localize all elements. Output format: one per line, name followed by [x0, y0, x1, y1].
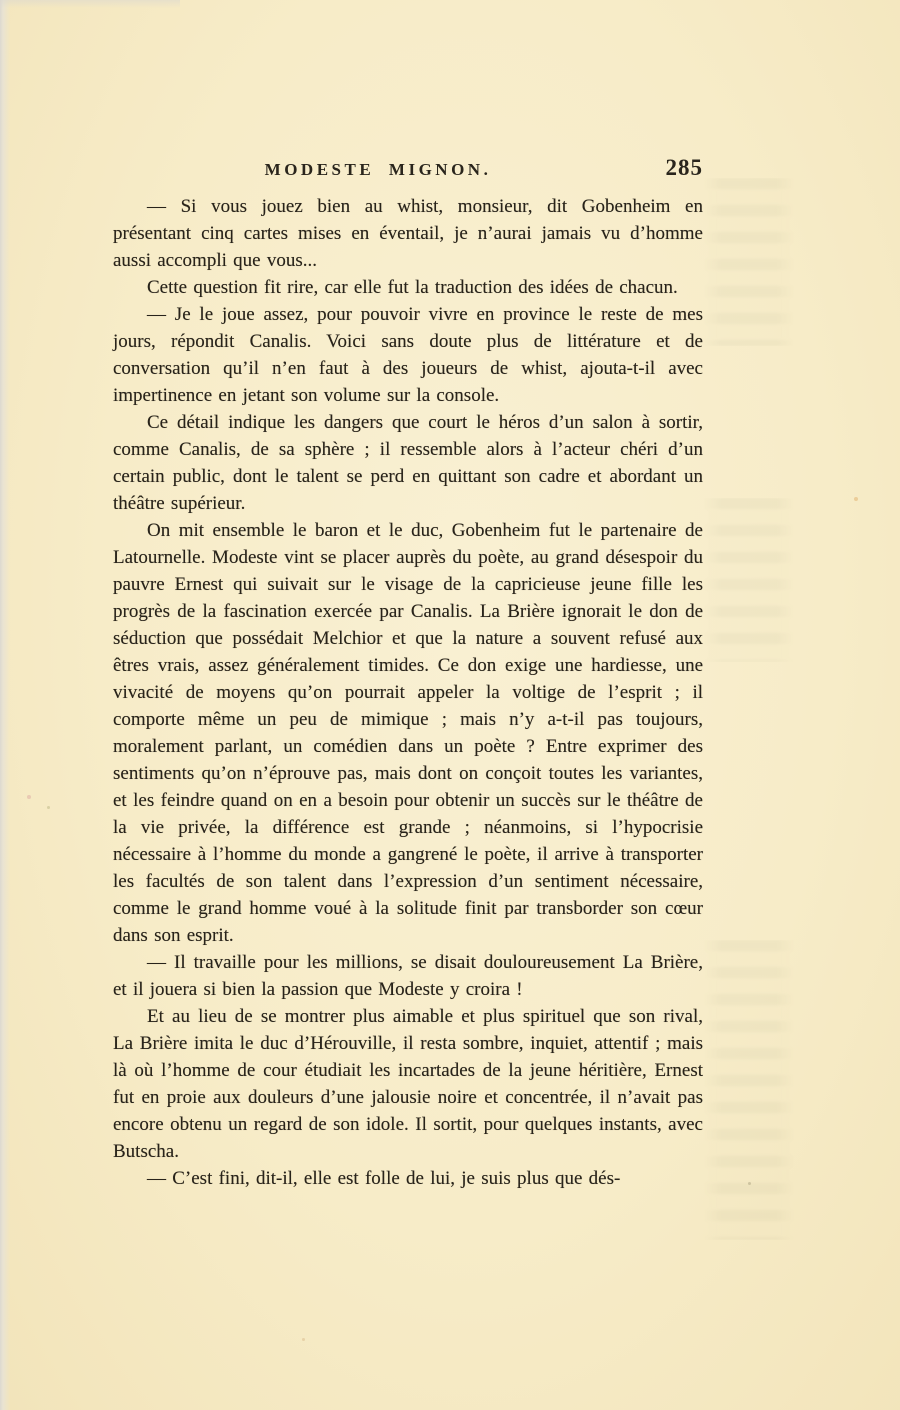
foxing-dot-1: [27, 795, 31, 799]
page-number: 285: [665, 155, 703, 180]
show-through-smudge-1: [703, 178, 795, 346]
scan-edge-left: [0, 0, 10, 1410]
paragraph-4: Ce détail indique les dangers que court le héros d’un salon à sortir, comme Canalis, de sa sphère ; il ressemble alors à l’acteur chéri d’un certain public, dont le talent se perd en quittant son cadre et abordant un théâtre supérieur.: [113, 412, 703, 514]
paragraph-5: On mit ensemble le baron et le duc, Gobenheim fut le partenaire de Latournelle. Modeste vint se placer auprès du poète, au grand désespoir du pauvre Ernest qui suivait sur le visage de la capricieuse jeune fille les progrès de la fascination exercée par Canalis. La Brière ignorait le don de séduction que possédait Melchior et que la nature a souvent refusé aux êtres vrais, assez généralement timides. Ce don exige une hardiesse, une vivacité de moyens qu’on pourrait appeler la voltige de l’esprit ; il comporte même un peu de mimique ; mais n’y a-t-il pas toujours, moralement parlant, un comédien dans un poète ? Entre exprimer des sentiments qu’on n’éprouve pas, mais dont on conçoit toutes les variantes, et les feindre quand on en a besoin pour obtenir un succès sur le théâtre de la vie privée, la différence est grande ; néanmoins, si l’hypocrisie nécessaire à l’homme du monde a gangrené le poète, il arrive à transporter les facultés de son talent dans l’expression d’un sentiment nécessaire, comme le grand homme voué à la solitude finit par transborder son cœur dans son esprit.: [113, 520, 703, 946]
running-header: [113, 155, 703, 190]
paragraph-6: — Il travaille pour les millions, se disait douloureusement La Brière, et il jouera si bien la passion que Modeste y croira !: [113, 952, 703, 1000]
text-block: [113, 193, 703, 1192]
paragraph-3: — Je le joue assez, pour pouvoir vivre en province le reste de mes jours, répondit Canalis. Voici sans doute plus de littérature et de conversation qu’il n’en faut à des joueurs de whist, ajouta-t-il avec impertinence en jetant son volume sur la console.: [113, 304, 703, 406]
paragraph-2: Cette question fit rire, car elle fut la traduction des idées de chacun.: [147, 277, 678, 298]
scan-edge-top: [0, 0, 180, 8]
paragraph-7: Et au lieu de se montrer plus aimable et plus spirituel que son rival, La Brière imita le duc d’Hérouville, il resta sombre, inquiet, attentif ; mais là où l’homme de cour étudiait les incartades de la jeune héritière, Ernest fut en proie aux douleurs d’une jalousie noire et concentrée, il n’avait pas encore obtenu un regard de son idole. Il sortit, pour quelques instants, avec Butscha.: [113, 1006, 703, 1162]
foxing-dot-2: [47, 806, 50, 809]
show-through-smudge-3: [703, 940, 795, 1240]
foxing-dot-3: [854, 497, 858, 501]
paragraph-1: — Si vous jouez bien au whist, monsieur, dit Gobenheim en présentant cinq cartes mises en éventail, je n’aurai jamais vu d’homme aussi accompli que vous...: [113, 196, 703, 271]
running-header-title: MODESTE MIGNON.: [264, 160, 492, 179]
foxing-dot-5: [302, 1338, 305, 1341]
foxing-dot-4: [748, 1182, 751, 1185]
paragraph-8: — C’est fini, dit-il, elle est folle de lui, je suis plus que dés-: [147, 1168, 621, 1189]
show-through-smudge-2: [703, 498, 795, 662]
